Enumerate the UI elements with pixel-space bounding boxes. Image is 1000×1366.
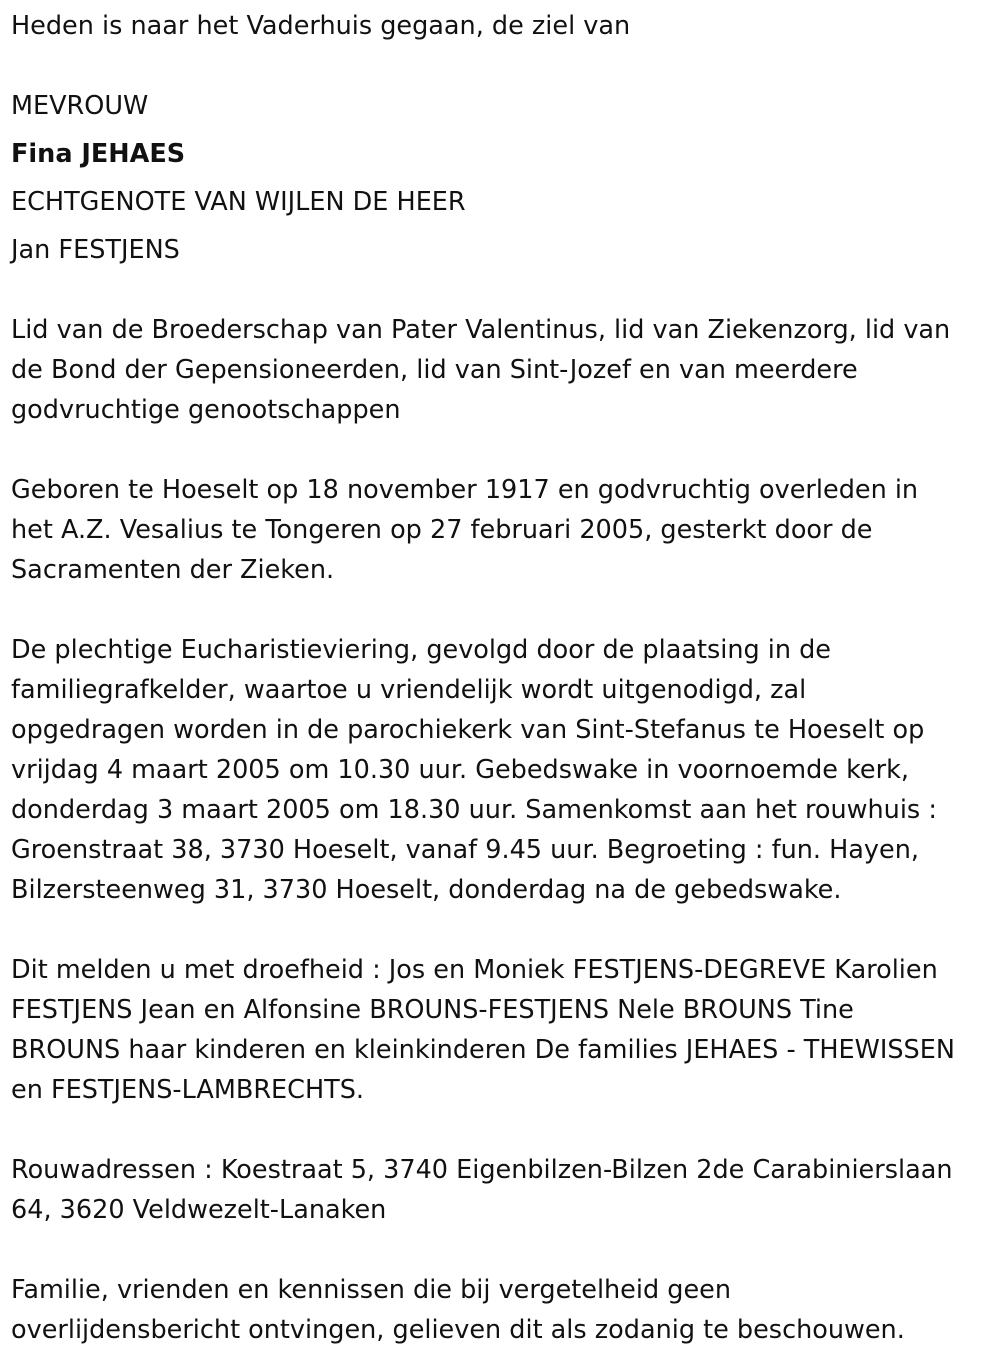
birth-death-line: Geboren te Hoeselt op 18 november 1917 en godvruchtig overleden in (11, 475, 919, 505)
ceremony-line: opgedragen worden in de parochiekerk van Sint-Stefanus te Hoeselt op (11, 715, 925, 745)
ceremony-line: Groenstraat 38, 3730 Hoeselt, vanaf 9.45 uur. Begroeting : fun. Hayen, (11, 835, 919, 865)
family-line: Dit melden u met droefheid : Jos en Moniek FESTJENS-DEGREVE Karolien (11, 955, 938, 985)
title-prefix: MEVROUW (11, 91, 149, 121)
closing-line: overlijdensbericht ontvingen, gelieven dit als zodanig te beschouwen. (11, 1315, 905, 1345)
memberships-line: godvruchtige genootschappen (11, 395, 401, 425)
deceased-name: Fina JEHAES (11, 139, 186, 169)
ceremony-line: De plechtige Eucharistieviering, gevolgd door de plaatsing in de (11, 635, 831, 665)
memberships-line: Lid van de Broederschap van Pater Valentinus, lid van Ziekenzorg, lid van (11, 315, 951, 345)
relation-line: ECHTGENOTE VAN WIJLEN DE HEER (11, 187, 466, 217)
ceremony-line: vrijdag 4 maart 2005 om 10.30 uur. Gebedswake in voornoemde kerk, (11, 755, 909, 785)
spouse-name: Jan FESTJENS (11, 235, 180, 265)
birth-death-line: Sacramenten der Zieken. (11, 555, 335, 585)
addresses-line: Rouwadressen : Koestraat 5, 3740 Eigenbilzen-Bilzen 2de Carabinierslaan (11, 1155, 953, 1185)
intro-line: Heden is naar het Vaderhuis gegaan, de ziel van (11, 11, 631, 41)
ceremony-line: donderdag 3 maart 2005 om 18.30 uur. Samenkomst aan het rouwhuis : (11, 795, 937, 825)
birth-death-line: het A.Z. Vesalius te Tongeren op 27 februari 2005, gesterkt door de (11, 515, 873, 545)
family-line: BROUNS haar kinderen en kleinkinderen De families JEHAES - THEWISSEN (11, 1035, 955, 1065)
family-line: en FESTJENS-LAMBRECHTS. (11, 1075, 365, 1105)
memberships-line: de Bond der Gepensioneerden, lid van Sint-Jozef en van meerdere (11, 355, 858, 385)
addresses-line: 64, 3620 Veldwezelt-Lanaken (11, 1195, 387, 1225)
ceremony-line: familiegrafkelder, waartoe u vriendelijk wordt uitgenodigd, zal (11, 675, 807, 705)
ceremony-line: Bilzersteenweg 31, 3730 Hoeselt, donderdag na de gebedswake. (11, 875, 842, 905)
closing-line: Familie, vrienden en kennissen die bij vergetelheid geen (11, 1275, 731, 1305)
family-line: FESTJENS Jean en Alfonsine BROUNS-FESTJENS Nele BROUNS Tine (11, 995, 854, 1025)
